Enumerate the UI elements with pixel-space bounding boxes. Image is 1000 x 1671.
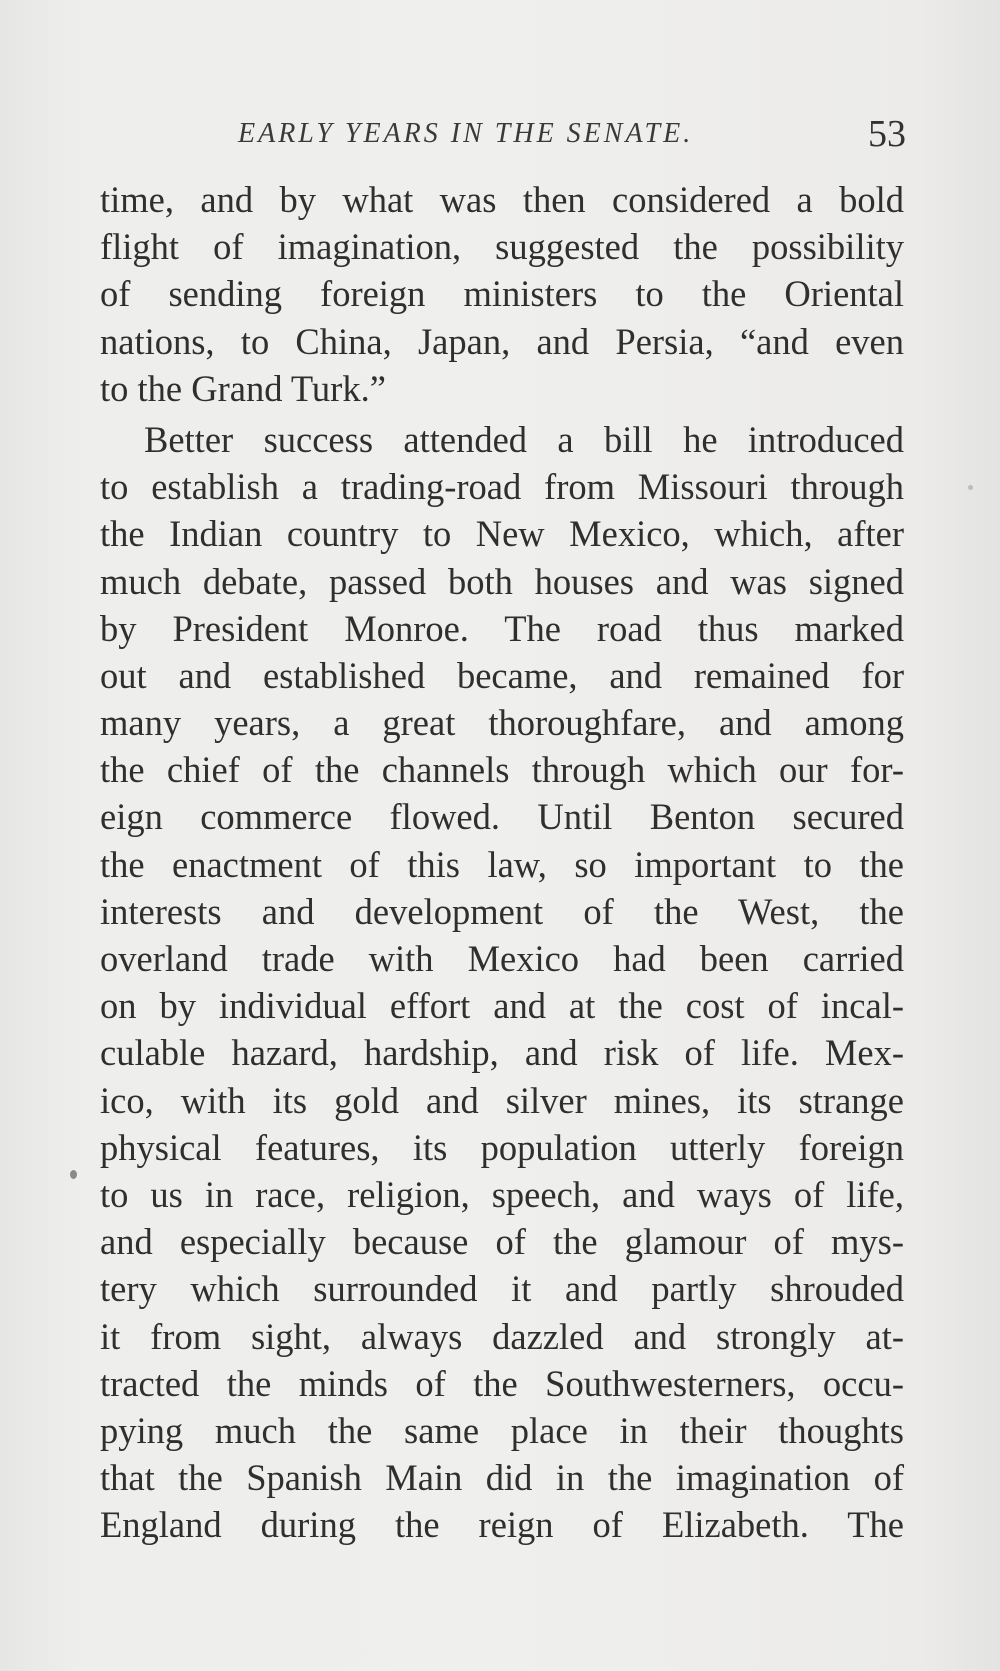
text-line: nations, to China, Japan, and Persia, “and even: [100, 320, 904, 362]
text-line: it from sight, always dazzled and strongly at-: [100, 1315, 904, 1357]
text-line: to establish a trading-road from Missouri through: [100, 466, 904, 508]
text-line: eign commerce flowed. Until Benton secured: [100, 796, 904, 838]
text-line: the chief of the channels through which our for-: [100, 749, 904, 791]
text-line: flight of imagination, suggested the possibility: [100, 226, 904, 268]
text-line: the Indian country to New Mexico, which, after: [100, 513, 904, 555]
paper-speck: [968, 485, 973, 490]
text-line: that the Spanish Main did in the imagination of: [100, 1457, 904, 1499]
text-line: the enactment of this law, so important to the: [100, 843, 904, 885]
text-line: culable hazard, hardship, and risk of life. Mex-: [100, 1032, 904, 1074]
page-number: 53: [868, 113, 906, 155]
text-line: by President Monroe. The road thus marked: [100, 607, 904, 649]
text-line: overland trade with Mexico had been carried: [100, 938, 904, 979]
ink-mark: [70, 1170, 77, 1179]
text-line: pying much the same place in their thoughts: [100, 1409, 904, 1451]
text-line: much debate, passed both houses and was signed: [100, 560, 904, 602]
running-title: EARLY YEARS IN THE SENATE.: [238, 118, 694, 149]
text-line: and especially because of the glamour of mys-: [100, 1221, 904, 1263]
text-line: tracted the minds of the Southwesterners, occu-: [100, 1362, 904, 1404]
text-line: tery which surrounded it and partly shrouded: [100, 1268, 904, 1310]
text-line: to the Grand Turk.”: [100, 367, 386, 409]
text-line: out and established became, and remained for: [100, 654, 904, 696]
text-line: time, and by what was then considered a bold: [100, 179, 904, 220]
text-line: on by individual effort and at the cost of incal-: [100, 985, 904, 1027]
paragraph-2: [100, 416, 904, 1549]
text-line: England during the reign of Elizabeth. The: [100, 1504, 904, 1546]
text-line: to us in race, religion, speech, and ways of life,: [100, 1173, 904, 1215]
text-line: physical features, its population utterly foreign: [100, 1126, 904, 1168]
text-line: of sending foreign ministers to the Oriental: [100, 273, 904, 315]
body-text: [100, 176, 904, 1548]
text-line: ico, with its gold and silver mines, its strange: [100, 1079, 904, 1121]
running-head: [96, 112, 906, 162]
paragraph-1: [100, 176, 904, 412]
text-line: Better success attended a bill he introduced: [144, 418, 904, 460]
text-line: many years, a great thoroughfare, and among: [100, 702, 904, 744]
text-line: interests and development of the West, the: [100, 890, 904, 932]
